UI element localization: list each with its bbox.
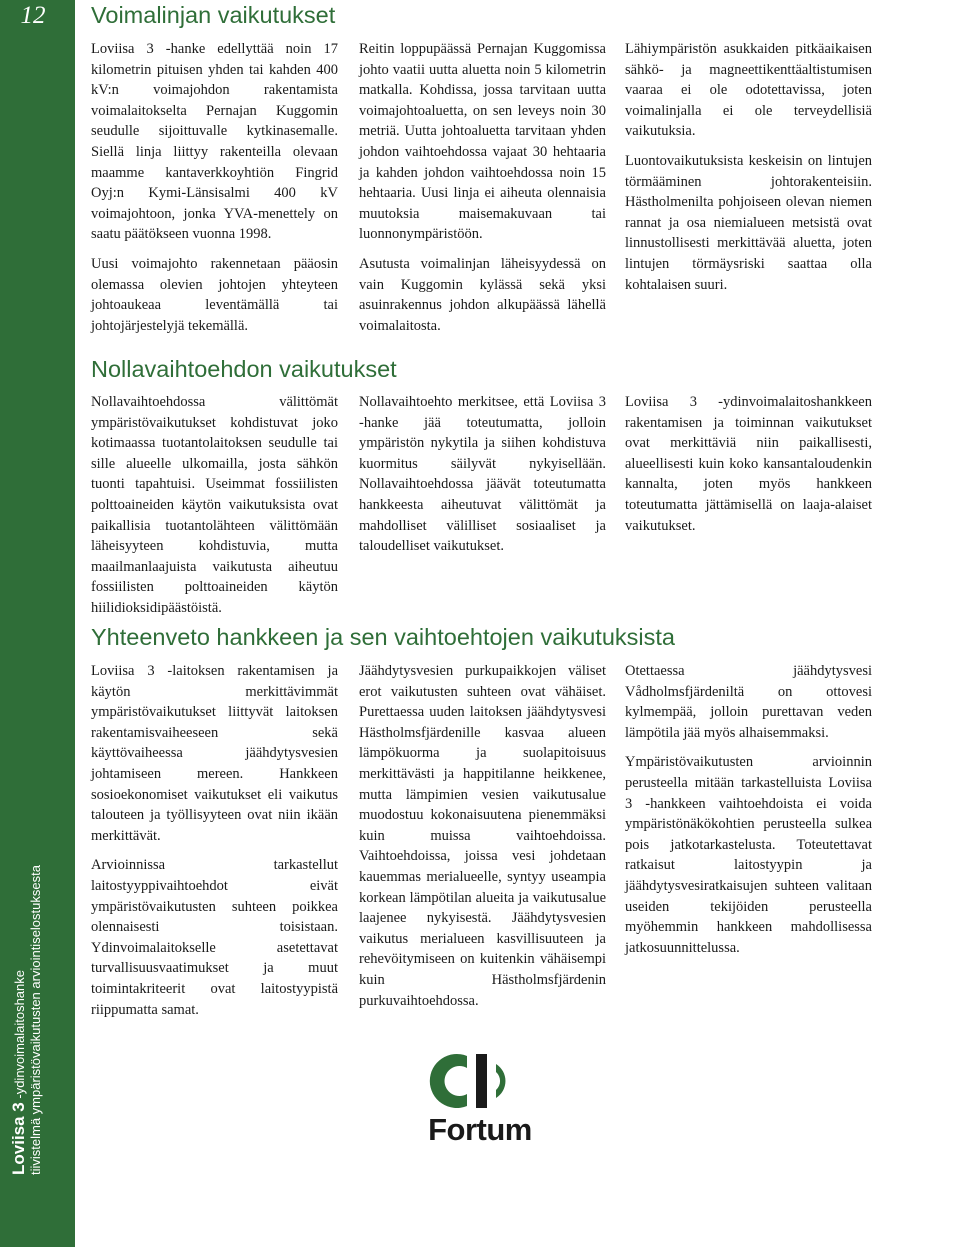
text-column xyxy=(625,661,872,967)
fortum-logo-text: Fortum xyxy=(428,1112,532,1147)
sidebar-band xyxy=(0,0,75,1247)
paragraph: Uusi voimajohto rakennetaan pääosin olemassa olevien johtojen yhteyteen johtoaukeaa leventämällä tai johtojärjestelyjä tekemällä. xyxy=(91,255,338,334)
paragraph: Ympäristövaikutusten arvioinnin perusteella mitään tarkastelluista Loviisa 3 -hankkeen vaihtoehdoista ei voida ympäristönäkökohtien perusteella sulkea pois jatkotarkastelusta. Toteutettavat ratkaisut laitostyypin ja jäähdytysvesiratkaisujen suhteen valitaan useiden tekijöiden perusteella myöhemmin hankkeen mahdollisessa jatkosuunnittelussa. xyxy=(625,754,872,956)
text-column xyxy=(359,39,606,345)
paragraph: Loviisa 3 -hanke edellyttää noin 17 kilometrin pituisen yhden tai kahden 400 kV:n voimajohdon rakentamista voimalaitokselta Pernajan Kuggomin seudulle sijoittuvalle kytkinasemalle. Siellä linja liittyy rakenteilla olevaan maamme kantaverkkoyhtiön Fingrid Oyj:n Kymi-Länsisalmi 400 kV voimajohtoon, jonka YVA-menettely on saatu päätökseen vuonna 1998. xyxy=(91,41,338,243)
paragraph: Lähiympäristön asukkaiden pitkäaikaisen sähkö- ja magneettikenttäaltistumisen vaaraa ei ole odotettavissa, joten voimalinjalla ei ole terveydellisiä vaikutuksia. xyxy=(625,41,872,140)
paragraph: Jäähdytysvesien purkupaikkojen väliset erot vaikutusten suhteen ovat vähäiset. Purettaessa uuden laitoksen jäähdytysvesi Hästholmsfjärdenille kasvaa alueen lämpökuorma ja suolapitoisuus merkittävästi ja happitilanne heikkenee, mutta lämpimien vesien vaikutusalue muodostuu kokonaisuutena pienemmäksi kuin muissa vaihtoehdoissa. Vaihtoehdoissa, joissa vesi johdetaan kauemmas merialueelle, syntyy useampia korkean lämpötilan alueita ja vaikutusalue laajenee nykyisestä. Jäähdytysvesien vaikutus merialueen kasvillisuuteen ja rehevöitymiseen on kuitenkin vähäisempi kuin Hästholmsfjärdenin purkuvaihtoehdossa. xyxy=(359,663,606,1009)
fortum-logo xyxy=(420,1050,540,1160)
section-heading-summary: Yhteenveto hankkeen ja sen vaihtoehtojen vaikutuksista xyxy=(91,624,675,650)
paragraph: Nollavaihtoehdossa välittömät ympäristövaikutukset kohdistuvat joko kotimaassa tuotantolaitoksen seudulle tai sille alueelle ulkomailla, josta sähkön tuonti tapahtuisi. Useimmat fossiilisten polttoaineiden käytön vaikutuksista ovat paikallisia tuotantolähteen välittömään läheisyyteen kohdistuvia, mutta maailmanlaajuista vaikutusta aiheutuu fossiilisten polttoaineiden käytön hiilidioksidipäästöistä. xyxy=(91,394,338,616)
paragraph: Nollavaihtoehto merkitsee, että Loviisa 3 -hanke jää toteutumatta, jolloin ympäristön nykytila ja siihen kohdistuva kuormitus säilyvät nykyisellään. Nollavaihtoehdossa jäävät toteutumatta hankkeesta aiheutuvat välittömät ja mahdolliset välilliset sosiaaliset ja taloudelliset vaikutukset. xyxy=(359,394,606,555)
section-heading-zero-option: Nollavaihtoehdon vaikutukset xyxy=(91,356,397,382)
text-column xyxy=(625,39,872,304)
fortum-logo-icon xyxy=(420,1050,540,1112)
paragraph: Asutusta voimalinjan läheisyydessä on vain Kuggomin kylässä sekä yksi asuinrakennus johdon alkupäässä lähellä voimalaitosta. xyxy=(359,255,606,334)
text-column xyxy=(91,39,338,345)
document-title-main: Loviisa 3 xyxy=(9,1102,28,1175)
paragraph: Arvioinnissa tarkastellut laitostyyppivaihtoehdot eivät ympäristövaikutusten suhteen poikkea olennaisesti toisistaan. Ydinvoimalaitokselle asetettavat turvallisuusvaatimukset ja muut toimintakriteerit ovat laitostyypistä riippumatta samat. xyxy=(91,857,338,1018)
text-column xyxy=(359,661,606,1020)
document-title-suffix: -ydinvoimalaitoshanke xyxy=(12,970,27,1103)
text-column xyxy=(91,392,338,628)
section-heading-power-line: Voimalinjan vaikutukset xyxy=(91,2,336,28)
text-column xyxy=(91,661,338,1029)
document-title xyxy=(10,865,43,1175)
text-column xyxy=(625,392,872,545)
paragraph: Otettaessa jäähdytysvesi Vådholmsfjärdeniltä on ottovesi kylmempää, jolloin purettavan veden lämpötila jää myös alhaisemmaksi. xyxy=(625,663,872,741)
page-number: 12 xyxy=(20,2,46,29)
paragraph: Loviisa 3 -ydinvoimalaitoshankkeen rakentamisen ja toiminnan vaikutukset ovat merkittäviä niin paikallisesti, alueellisesti kuin koko kansantaloudenkin kannalta, joten myös hankkeen toteutumatta jättämisellä on laaja-alaiset vaikutukset. xyxy=(625,394,872,534)
paragraph: Luontovaikutuksista keskeisin on lintujen törmääminen johtorakenteisiin. Hästholmenilta pohjoiseen olevan niemen rannat ja osa niemialueen metsistä ovat linnustollisesti merkittävää aluetta, joten lintujen törmäysriski saattaa olla kohtalaisen suuri. xyxy=(625,152,872,293)
document-subtitle: tiivistelmä ympäristövaikutusten arviointiselostuksesta xyxy=(27,865,43,1175)
paragraph: Loviisa 3 -laitoksen rakentamisen ja käytön merkittävimmät ympäristövaikutukset liittyvät laitoksen rakentamisvaiheeseen sekä käyttövaiheessa jäähdytysvesien johtamiseen mereen. Hankkeen sosioekonomiset vaikutukset eli vaikutus talouteen ja työllisyyteen ovat niin ikään merkittävät. xyxy=(91,663,338,844)
paragraph: Reitin loppupäässä Pernajan Kuggomissa johto vaatii uutta aluetta noin 5 kilometrin matkalla. Kohdissa, jossa tarvitaan uutta voimajohtoaluetta, on sen leveys noin 30 metriä. Uutta johtoaluetta tarvitaan yhden johdon vaihtoehdossa vajaat 30 hehtaaria ja kahden johdon vaihtoehdossa noin 15 hehtaaria. Uusi linja ei aiheuta olennaisia muutoksia maisemakuvaan tai luonnonympäristöön. xyxy=(359,41,606,243)
text-column xyxy=(359,392,606,566)
